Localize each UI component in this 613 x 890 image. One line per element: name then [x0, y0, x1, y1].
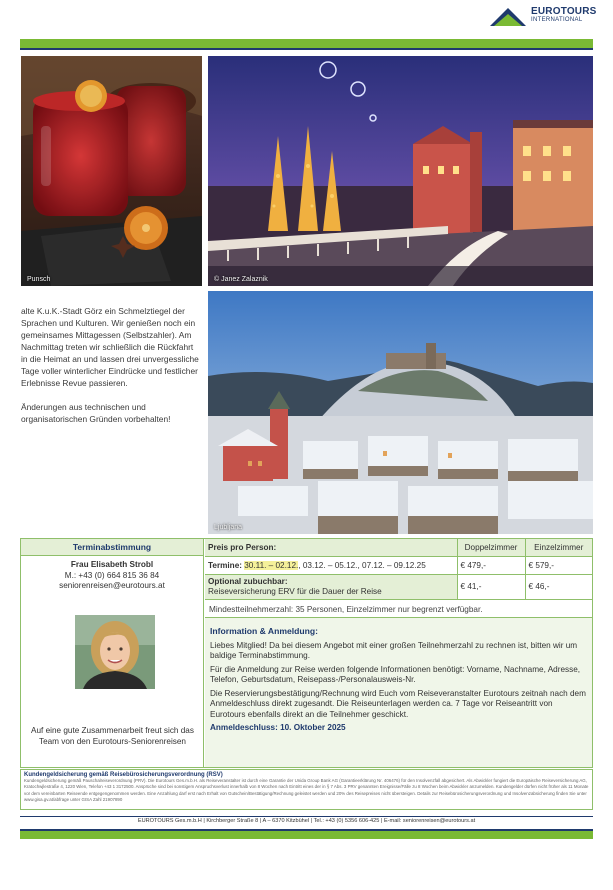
col-single-room: Einzelzimmer [525, 539, 592, 556]
booking-info-box [20, 538, 593, 768]
legal-notice-text: Kundengeldsicherung gemäß Pauschalreiseverordnung (PRV). Die Eurotours Ges.m.b.H. als Reiseveranstalter ist durch eine Garantie der Unida Group Bank AG (Garantieerklärung Nr. 406476) für den Insolvenzfall abgesichert. Als Abwickler fungiert die Europäische Reiseversicherung AG, Kratochwjlestraße 4, 1220 Wien, Telefon +43 1 3172500. Ansprüche sind bei sonstigem Anspruchsverlust innerhalb von 8 Wochen nach Eintritt eines der in § 7 Abs. 3 PRV genannten Ereignisse/Fälle zu 8 Wochen beim Abwickler anzumelden. Kundengelder dürfen nicht früher als 11 Monate vor dem vereinbarten Reiseende entgegengenommen werden. Eine Anzahlung darf erst nach Erhalt von Gutschein/Bestätigung/Rechnung geleistet werden und 20% des Reisepreises nicht übersteigen. Details zur Reisebürosicherungsverordnung und Insolvenzabsicherung finden Sie unter www.gisa.gv.at/abfrage unter GISA Zahl 21907890 [24, 778, 589, 803]
optional-cell [205, 574, 457, 599]
photo-ljubljana-night [208, 56, 593, 286]
registration-deadline: Anmeldeschluss: 10. Oktober 2025 [210, 723, 346, 732]
contact-portrait [75, 615, 155, 689]
minimum-participants: Mindestteilnehmerzahl: 35 Personen, Einzelzimmer nur begrenzt verfügbar. [209, 605, 483, 614]
optional-price-single: € 46,- [525, 574, 592, 599]
col-double-room: Doppelzimmer [457, 539, 525, 556]
footer-line [20, 816, 593, 817]
price-double: € 479,- [457, 556, 525, 574]
price-header-label: Preis pro Person: [205, 539, 457, 556]
top-green-bar [20, 39, 593, 48]
contact-name: Frau Elisabeth Strobl [70, 560, 154, 569]
disclaimer-paragraph: Änderungen aus technischen und organisatorischen Gründen vorbehalten! [21, 402, 171, 424]
price-table [205, 539, 592, 600]
punch-caption: Punsch [27, 276, 51, 283]
brand-name: EUROTOURS [531, 6, 597, 17]
table-row [205, 556, 592, 574]
eurotours-logo [488, 5, 606, 27]
dates-cell [205, 556, 457, 574]
optional-label: Optional zubuchbar: [208, 576, 288, 586]
bottom-green-bar [20, 831, 593, 839]
team-message: Auf eine gute Zusammenarbeit freut sich das Team von den Eurotours-Seniorenreisen [31, 726, 194, 746]
registration-info [205, 617, 592, 767]
contact-email[interactable]: seniorenreisen@eurotours.at [59, 581, 165, 590]
dates-label: Termine: [208, 560, 242, 570]
legal-notice [20, 769, 593, 810]
optional-price-double: € 41,- [457, 574, 525, 599]
contact-column [21, 539, 204, 767]
night-photo-credit: © Janez Zalaznik [214, 276, 268, 283]
brand-tagline: INTERNATIONAL [531, 17, 583, 23]
snow-photo-caption: Ljubljana [214, 524, 243, 531]
contact-header: Terminabstimmung [21, 539, 203, 556]
dates-highlighted: 30.11. – 02.12. [244, 560, 299, 570]
photo-punch [21, 56, 202, 286]
description-paragraph-1: alte K.u.K.-Stadt Görz ein Schmelztiegel der Sprachen und Kulturen. Wir genießen noch ein gemeinsames Mittagessen (Selbstzahler). Am Nachmittag treten wir schließlich die Rückfahrt in die Heimat an und lassen drei unvergessliche Tage voller winterlicher Eindrücke und festlicher Erlebnisse Revue passieren. [21, 306, 199, 388]
top-navy-line [20, 48, 593, 50]
info-title: Information & Anmeldung: [210, 626, 319, 636]
price-single: € 579,- [525, 556, 592, 574]
contact-details [21, 556, 203, 592]
description-text [21, 305, 199, 425]
dates-rest: , 03.12. – 05.12., 07.12. – 09.12.25 [298, 560, 426, 570]
info-paragraph-3: Die Reservierungsbestätigung/Rechnung wird Euch vom Reiseveranstalter Eurotours zeitnah nach dem Anmeldeschluss direkt zugesandt. Die Reiseunterlagen werden ca. 7 Tage vor Reiseantritt von Eurotours ebenfalls direkt an die Teilnehmer geschickt. [210, 688, 586, 719]
optional-text: Reiseversicherung ERV für die Dauer der Reise [208, 586, 382, 596]
info-paragraph-1: Liebes Mitglied! Da bei diesem Angebot mit einer großen Teilnehmerzahl zu rechnen ist, bitten wir um baldige Terminabstimmung. [210, 640, 578, 660]
table-row [205, 574, 592, 599]
contact-phone[interactable]: M.: +43 (0) 664 815 36 84 [64, 570, 160, 580]
info-paragraph-2: Für die Anmeldung zur Reise werden folgende Informationen benötigt: Vorname, Nachname, Adresse, Telefon, Geburtsdatum, Reisepass-/Personalausweis-Nr. [210, 664, 581, 684]
photo-ljubljana-snow [208, 291, 593, 534]
mountain-logo-icon [488, 6, 528, 26]
price-table-header [205, 539, 592, 556]
pricing-column [205, 539, 592, 767]
footer-address: EUROTOURS Ges.m.b.H | Kirchberger Straße 8 | A – 6370 Kitzbühel | Tel.: +43 (0) 5356 606-425 | E-mail: seniorenreisen@eurotours.at [137, 818, 476, 824]
legal-notice-title: Kundengeldsicherung gemäß Reisebürosicherungsverordnung (RSV) [24, 772, 223, 778]
